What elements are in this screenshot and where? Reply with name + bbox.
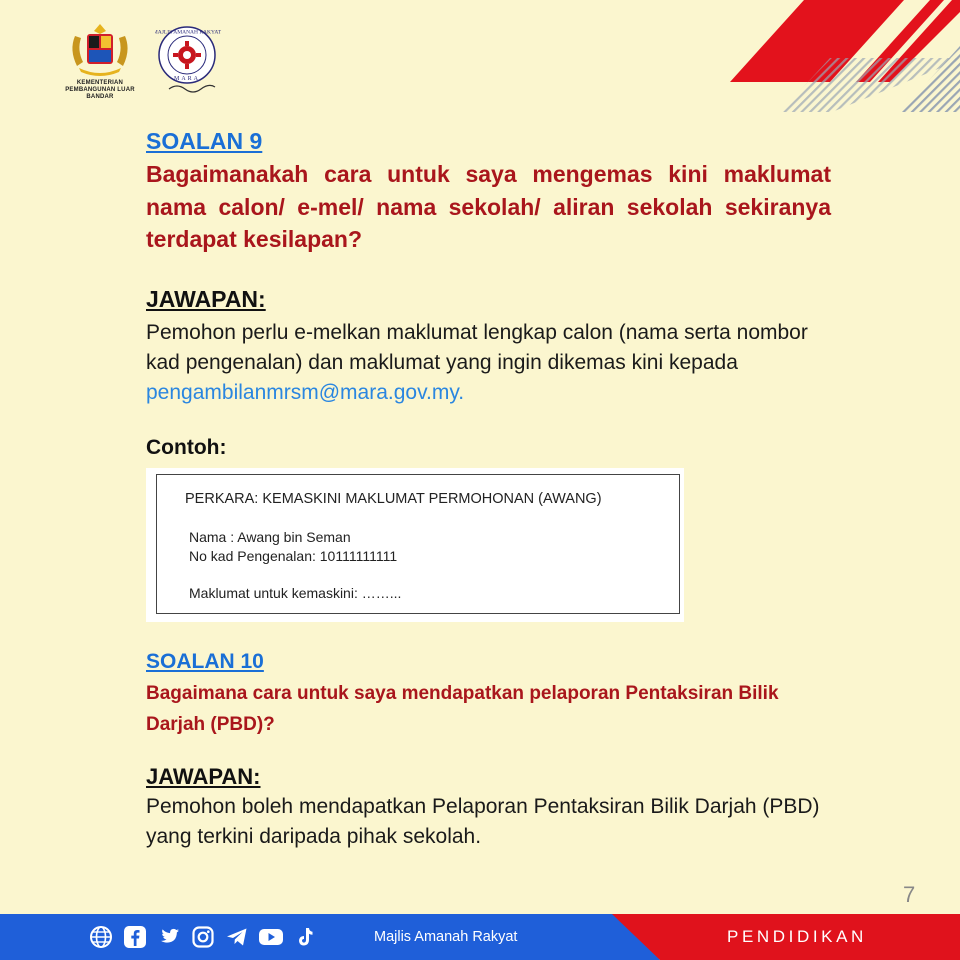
svg-text:MAJLIS AMANAH RAKYAT: MAJLIS AMANAH RAKYAT	[155, 29, 222, 36]
answer-9-label: JAWAPAN:	[146, 286, 266, 312]
footer-org-name: Majlis Amanah Rakyat	[374, 929, 518, 945]
example-frame	[156, 474, 680, 614]
twitter-icon[interactable]	[156, 924, 182, 950]
footer-section-name: PENDIDIKAN	[727, 927, 867, 946]
facebook-icon[interactable]	[122, 924, 148, 950]
example-label: Contoh:	[146, 436, 227, 459]
answer-9-body: Pemohon perlu e-melkan maklumat lengkap calon (nama serta nombor kad pengenalan) dan maklumat yang ingin dikemas kini kepada	[146, 321, 808, 374]
example-subject: PERKARA: KEMASKINI MAKLUMAT PERMOHONAN (AWANG)	[185, 491, 602, 507]
globe-icon[interactable]	[88, 924, 114, 950]
coat-of-arms-icon	[65, 22, 135, 80]
answer-9-text	[146, 318, 846, 408]
question-9-label: SOALAN 9	[146, 128, 263, 154]
tiktok-icon[interactable]	[292, 924, 318, 950]
social-icons	[88, 924, 318, 950]
example-update-line: Maklumat untuk kemaskini: ……...	[189, 585, 402, 601]
telegram-icon[interactable]	[224, 924, 250, 950]
question-10-label: SOALAN 10	[146, 650, 264, 673]
example-name-line: Nama : Awang bin Seman	[189, 529, 351, 545]
example-ic-line: No kad Pengenalan: 10111111111	[189, 548, 398, 564]
instagram-icon[interactable]	[190, 924, 216, 950]
example-box	[146, 468, 684, 622]
question-10-text: Bagaimana cara untuk saya mendapatkan pelaporan Pentaksiran Bilik Darjah (PBD)?	[146, 683, 779, 735]
page-number: 7	[903, 882, 916, 907]
ministry-logo	[52, 22, 148, 98]
youtube-icon[interactable]	[258, 924, 284, 950]
mara-emblem-icon	[155, 25, 223, 97]
svg-text:MARA: MARA	[173, 76, 201, 82]
question-9-text: Bagaimanakah cara untuk saya mengemas kini maklumat nama calon/ e-mel/ nama sekolah/ aliran sekolah sekiranya terdapat kesilapan?	[146, 161, 831, 252]
footer-bar	[0, 914, 960, 960]
ministry-caption: KEMENTERIAN PEMBANGUNAN LUAR BANDAR	[65, 80, 135, 100]
mara-logo	[155, 25, 223, 97]
email-link[interactable]: pengambilanmrsm@mara.gov.my.	[146, 381, 465, 404]
answer-10-label: JAWAPAN:	[146, 764, 261, 789]
answer-10-text: Pemohon boleh mendapatkan Pelaporan Pentaksiran Bilik Darjah (PBD) yang terkini daripada pihak sekolah.	[146, 795, 820, 848]
decorative-stripes	[700, 0, 960, 112]
